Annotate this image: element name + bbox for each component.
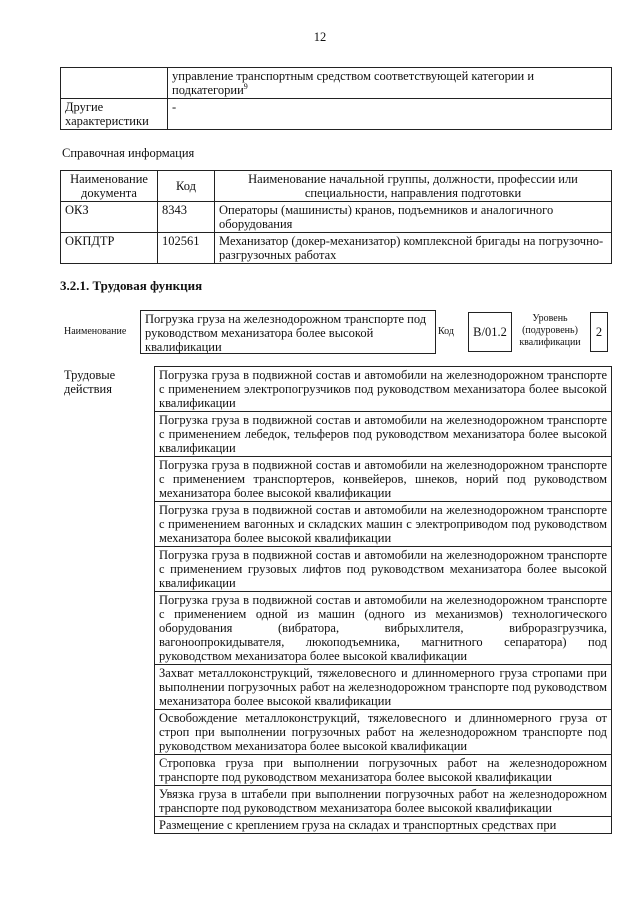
reference-heading: Справочная информация — [62, 146, 195, 160]
table-row — [61, 99, 612, 130]
labor-action-item: Размещение с креплением груза на складах и транспортных средствах при — [155, 817, 612, 834]
reference-table — [60, 170, 612, 264]
level-label: Уровень (подуровень) квалификации — [519, 313, 581, 348]
table-cell: Операторы (машинисты) кранов, подъемников и аналогичного оборудования — [215, 202, 612, 233]
table-cell: 102561 — [158, 233, 215, 264]
table-cell: ОКПДТР — [61, 233, 158, 264]
continued-table — [60, 67, 612, 130]
column-header: Наименование документа — [61, 171, 158, 202]
labor-action-item: Увязка груза в штабели при выполнении погрузочных работ на железнодорожном транспорте под руководством механизатора более высокой квалификации — [155, 786, 612, 817]
name-label: Наименование — [64, 326, 127, 337]
table-cell: 8343 — [158, 202, 215, 233]
function-name: Погрузка груза на железнодорожном транспорте под руководством механизатора более высокой квалификации — [140, 310, 436, 354]
code-label: Код — [438, 326, 454, 337]
section-title: 3.2.1. Трудовая функция — [60, 278, 203, 293]
table-cell — [61, 68, 168, 99]
function-code: В/01.2 — [468, 312, 512, 352]
labor-action-item: Освобождение металлоконструкций, тяжеловесного и длинномерного груза от строп при выполнении погрузочных работ на железнодорожном транспорте под руководством механизатора более высокой квалификации — [155, 710, 612, 755]
labor-action-item: Захват металлоконструкций, тяжеловесного и длинномерного груза стропами при выполнении погрузочных работ на железнодорожном транспорте под руководством механизатора более высокой квалификации — [155, 665, 612, 710]
labor-action-item: Погрузка груза в подвижной состав и автомобили на железнодорожном транспорте с применением грузовых лифтов под руководством механизатора более высокой квалификации — [155, 547, 612, 592]
column-header: Код — [158, 171, 215, 202]
labor-action-item: Погрузка груза в подвижной состав и автомобили на железнодорожном транспорте с применением электропогрузчиков под руководством механизатора более высокой квалификации — [155, 367, 612, 412]
labor-action-item: Строповка груза при выполнении погрузочных работ на железнодорожном транспорте под руководством механизатора более высокой квалификации — [155, 755, 612, 786]
table-cell: - — [168, 99, 612, 130]
table-row — [61, 202, 612, 233]
labor-actions-table — [60, 366, 612, 834]
cell-text: управление транспортным средством соответствующей категории и подкатегории — [172, 69, 535, 97]
table-row — [60, 367, 612, 412]
labor-action-item: Погрузка груза в подвижной состав и автомобили на железнодорожном транспорте с применением одной из машин (одного из механизмов) технологического оборудования (вибратора, вибрыхлителя, виброразгрузчика, вагоноопрокидывателя, люкоподъемника, магнитного сепаратора) под руководством механизатора более высокой квалификации — [155, 592, 612, 665]
table-row — [61, 68, 612, 99]
table-cell: ОКЗ — [61, 202, 158, 233]
labor-action-item: Погрузка груза в подвижной состав и автомобили на железнодорожном транспорте с применением лебедок, тельферов под руководством механизатора более высокой квалификации — [155, 412, 612, 457]
labor-actions-label: Трудовые действия — [64, 367, 116, 396]
function-level: 2 — [590, 312, 608, 352]
table-cell: Другие характеристики — [61, 99, 168, 130]
page-number: 12 — [313, 30, 327, 44]
function-header — [60, 310, 612, 354]
footnote-mark: 9 — [243, 81, 248, 91]
labor-action-item: Погрузка груза в подвижной состав и автомобили на железнодорожном транспорте с применением вагонных и складских машин с электроприводом под руководством механизатора более высокой квалификации — [155, 502, 612, 547]
column-header: Наименование начальной группы, должности, профессии или специальности, направления подготовки — [215, 171, 612, 202]
table-header-row — [61, 171, 612, 202]
table-row — [61, 233, 612, 264]
table-cell — [168, 68, 612, 99]
table-cell: Механизатор (докер-механизатор) комплексной бригады на погрузочно-разгрузочных работах — [215, 233, 612, 264]
labor-action-item: Погрузка груза в подвижной состав и автомобили на железнодорожном транспорте с применением транспортеров, конвейеров, шнеков, норий под руководством механизатора более высокой квалификации — [155, 457, 612, 502]
